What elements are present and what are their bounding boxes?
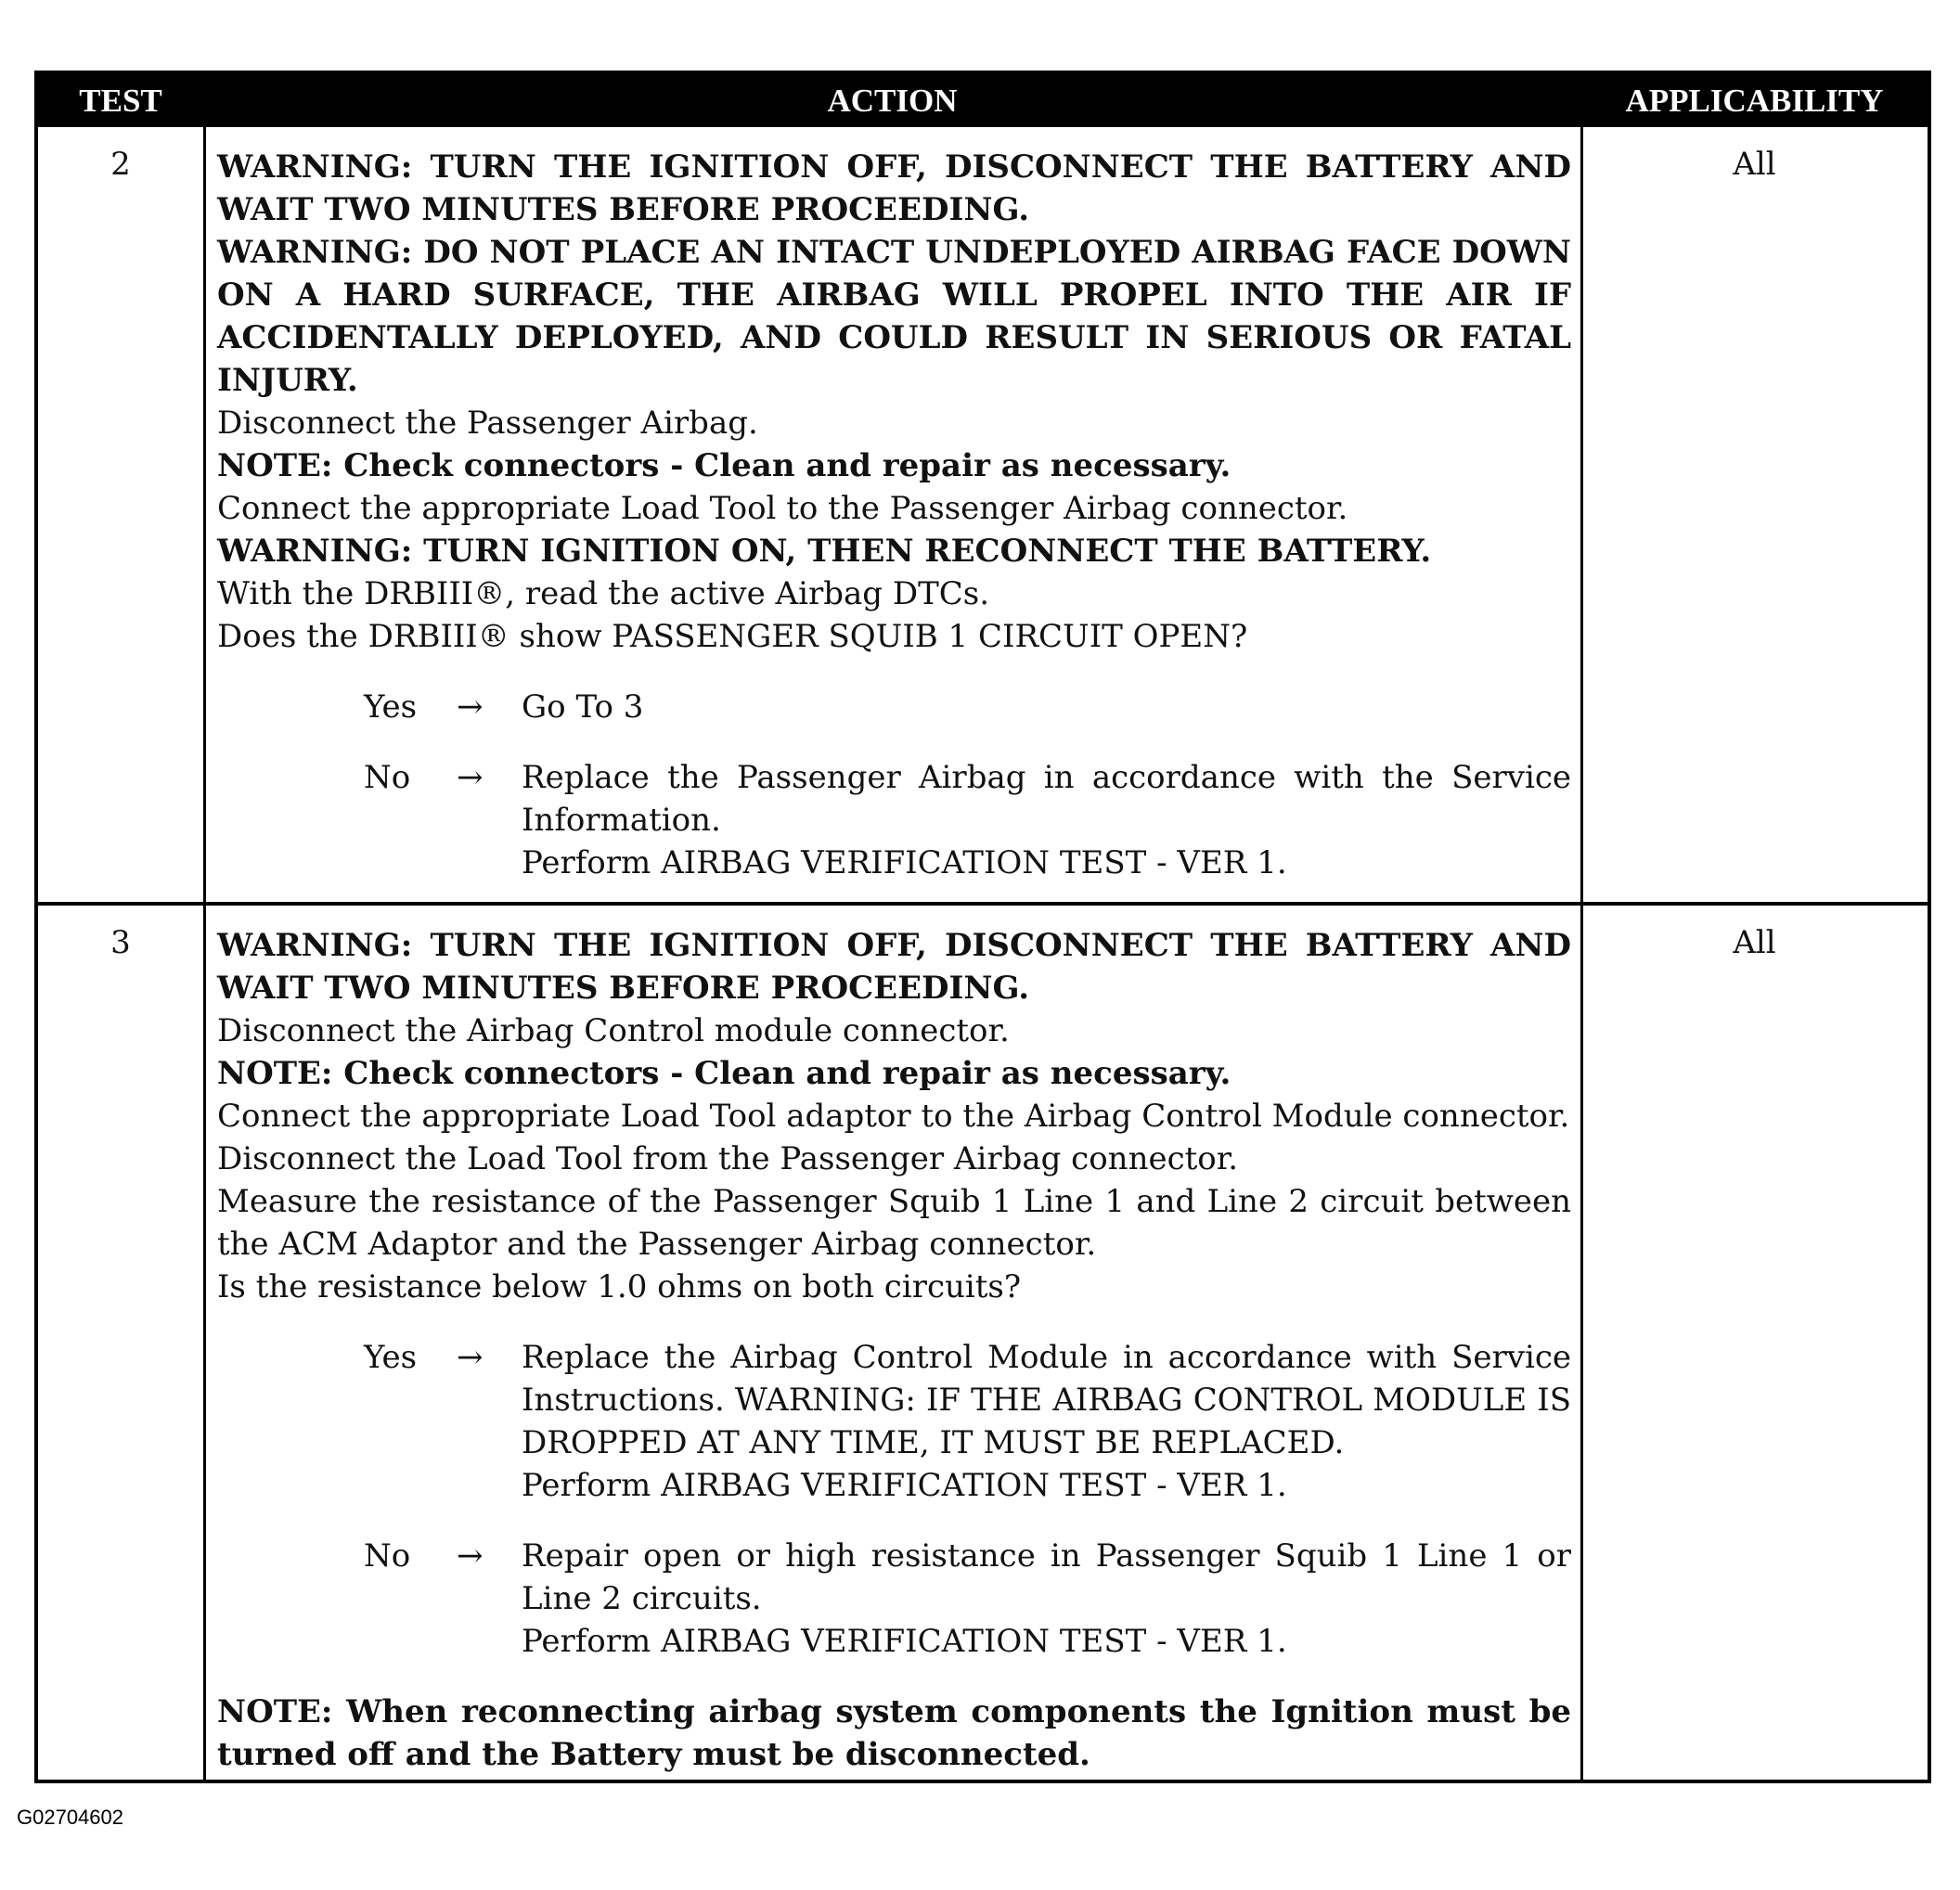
answer-label: Yes	[364, 1339, 418, 1376]
action-cell	[217, 924, 1571, 1776]
header-test: TEST	[79, 83, 162, 119]
answer-label: Yes	[364, 688, 418, 726]
warning-text: WARNING: TURN THE IGNITION OFF, DISCONNECT THE BATTERY AND WAIT TWO MINUTES BEFORE PROCEEDING.	[217, 148, 1571, 228]
question-text: Does the DRBIII® show PASSENGER SQUIB 1 CIRCUIT OPEN?	[217, 618, 1248, 655]
header-action: ACTION	[827, 83, 958, 119]
table-row-test-2	[38, 127, 1928, 906]
answer-text: Go To 3	[522, 688, 644, 726]
warning-text: WARNING: TURN THE IGNITION OFF, DISCONNECT THE BATTERY AND WAIT TWO MINUTES BEFORE PROCEEDING.	[217, 927, 1571, 1007]
applicability-value: All	[1733, 924, 1776, 961]
warning-text: WARNING: DO NOT PLACE AN INTACT UNDEPLOYED AIRBAG FACE DOWN ON A HARD SURFACE, THE AIRBAG WILL PROPEL INTO THE AIR IF ACCIDENTALLY DEPLOYED, AND COULD RESULT IN SERIOUS OR FATAL INJURY.	[217, 234, 1571, 399]
arrow-right-icon: →	[457, 688, 484, 726]
answer-yes	[217, 686, 1571, 728]
step-text: Connect the appropriate Load Tool adaptor to the Airbag Control Module connector.	[217, 1098, 1570, 1135]
step-text: Disconnect the Airbag Control module connector.	[217, 1012, 1010, 1049]
action-cell	[217, 146, 1571, 884]
header-applicability: APPLICABILITY	[1625, 83, 1884, 119]
note-text: NOTE: Check connectors - Clean and repair as necessary.	[217, 447, 1231, 484]
answer-text: Replace the Airbag Control Module in accordance with Service Instructions. WARNING: IF THE AIRBAG CONTROL MODULE IS DROPPED AT ANY TIME, IT MUST BE REPLACED.	[522, 1339, 1571, 1461]
table-row-test-3	[38, 906, 1928, 1780]
answer-text-block	[522, 756, 1571, 884]
test-number: 2	[110, 146, 131, 183]
answer-label: No	[364, 1537, 411, 1575]
perform-text: Perform AIRBAG VERIFICATION TEST - VER 1.	[522, 1623, 1287, 1660]
arrow-right-icon: →	[457, 1537, 484, 1575]
figure-code: G02704602	[17, 1806, 123, 1829]
perform-text: Perform AIRBAG VERIFICATION TEST - VER 1.	[522, 1467, 1287, 1504]
footnote-text: NOTE: When reconnecting airbag system components the Ignition must be turned off and the Battery must be disconnected.	[217, 1693, 1571, 1773]
warning-text: WARNING: TURN IGNITION ON, THEN RECONNECT THE BATTERY.	[217, 533, 1432, 570]
arrow-right-icon: →	[457, 759, 484, 796]
step-text: Disconnect the Passenger Airbag.	[217, 405, 758, 442]
note-text: NOTE: Check connectors - Clean and repair as necessary.	[217, 1055, 1231, 1092]
answer-label: No	[364, 759, 411, 796]
step-text: Measure the resistance of the Passenger Squib 1 Line 1 and Line 2 circuit between the ACM Adaptor and the Passenger Airbag connector.	[217, 1183, 1571, 1263]
question-text: Is the resistance below 1.0 ohms on both circuits?	[217, 1268, 1022, 1305]
perform-text: Perform AIRBAG VERIFICATION TEST - VER 1.	[522, 844, 1287, 881]
answer-yes	[217, 1336, 1571, 1507]
answer-text: Repair open or high resistance in Passenger Squib 1 Line 1 or Line 2 circuits.	[522, 1537, 1571, 1617]
answer-text: Replace the Passenger Airbag in accordance with the Service Information.	[522, 759, 1571, 839]
diagnostic-test-table	[34, 71, 1931, 1783]
step-text: Disconnect the Load Tool from the Passenger Airbag connector.	[217, 1140, 1239, 1177]
answer-text-block	[522, 1535, 1571, 1663]
arrow-right-icon: →	[457, 1339, 484, 1376]
applicability-value: All	[1733, 146, 1776, 183]
step-text: With the DRBIII®, read the active Airbag DTCs.	[217, 575, 990, 612]
answer-no	[217, 756, 1571, 884]
table-header	[38, 74, 1928, 127]
test-number: 3	[110, 924, 131, 961]
answer-no	[217, 1535, 1571, 1663]
answer-text-block	[522, 1336, 1571, 1507]
step-text: Connect the appropriate Load Tool to the Passenger Airbag connector.	[217, 490, 1348, 527]
